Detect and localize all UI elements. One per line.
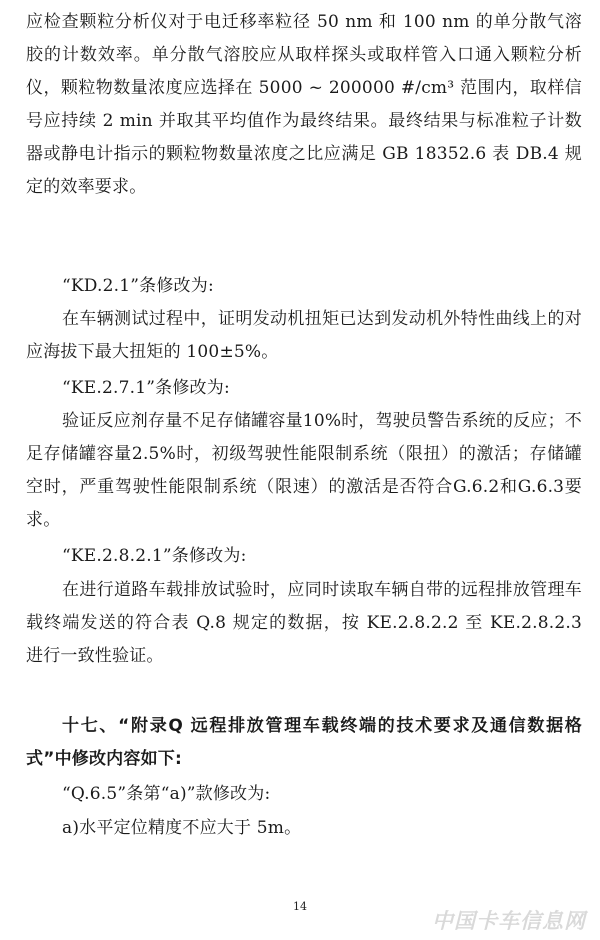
paragraph-efficiency-check: 应检查颗粒分析仪对于电迁移率粒径 50 nm 和 100 nm 的单分散气溶胶的计数效率。单分散气溶胶应从取样探头或取样管入口通入颗粒分析仪，颗粒物数量浓度应选择在 5000 ~ 200000 #/cm³ 范围内，取样信号应持续 2 min 并取其平均值作为最终结果。最终结果与标准粒子计数器或静电计指示的颗粒物数量浓度之比应满足 GB 18352.6 表 DB.4 规定的效率要求。 [26,12,582,197]
clause-q-6-5-heading: “Q.6.5”条第“a)”款修改为: [62,784,271,804]
clause-ke-2-8-2-1-heading: “KE.2.8.2.1”条修改为: [62,546,247,566]
clause-ke-2-7-1-text: 验证反应剂存量不足存储罐容量10%时，驾驶员警告系统的反应；不足存储罐容量2.5%时，初级驾驶性能限制系统（限扭）的激活；存储罐空时，严重驾驶性能限制系统（限速）的激活是否符合G.6.2和G.6.3要求。 [26,411,582,530]
section-seventeen-heading: 十七、“附录Q 远程排放管理车载终端的技术要求及通信数据格式”中修改内容如下: [26,716,582,769]
clause-ke-2-8-2-1-text: 在进行道路车载排放试验时，应同时读取车辆自带的远程排放管理车载终端发送的符合表 Q.8 规定的数据，按 KE.2.8.2.2 至 KE.2.8.2.3 进行一致性验证。 [26,580,582,666]
watermark-logo: 中国卡车信息网 [432,909,586,933]
clause-q-6-5-a-text: a)水平定位精度不应大于 5m。 [62,818,302,838]
page-number: 14 [293,900,307,913]
clause-ke-2-7-1-heading: “KE.2.7.1”条修改为: [62,378,230,398]
clause-kd-2-1-text: 在车辆测试过程中，证明发动机扭矩已达到发动机外特性曲线上的对应海拔下最大扭矩的 100±5%。 [26,309,582,362]
clause-kd-2-1-heading: “KD.2.1”条修改为: [62,276,214,296]
